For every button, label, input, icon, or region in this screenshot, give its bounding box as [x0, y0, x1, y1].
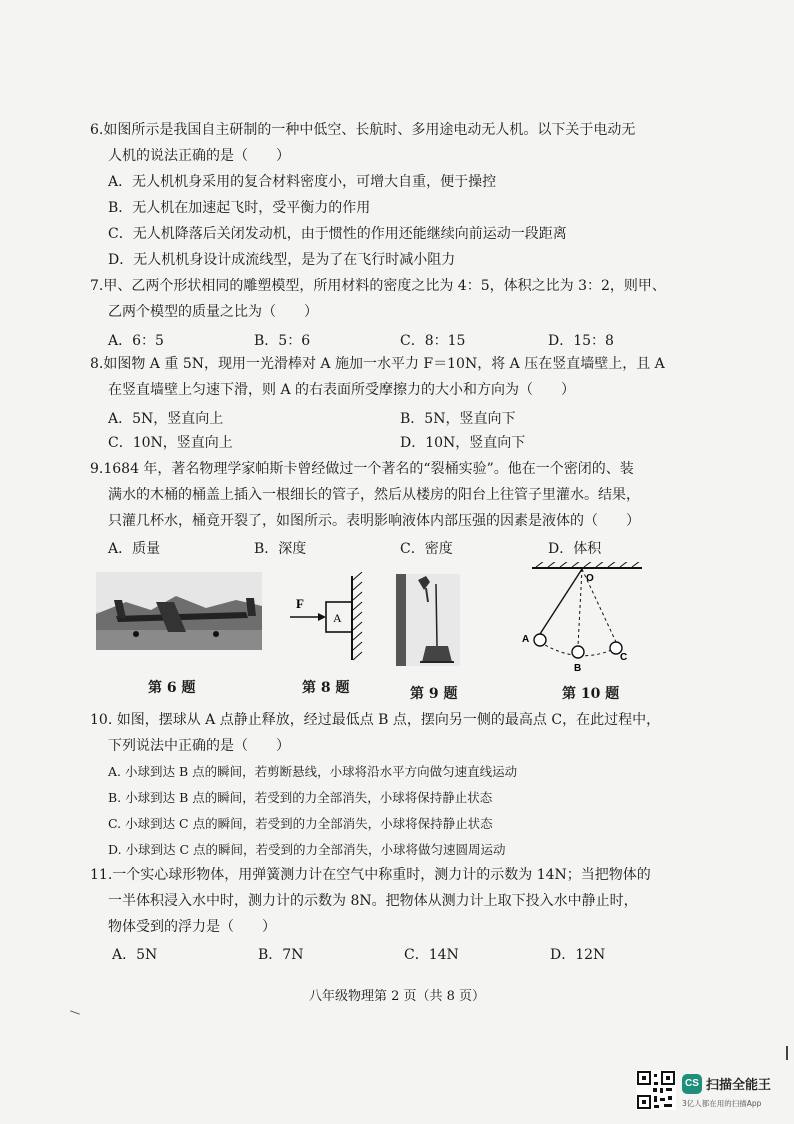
force-diagram [290, 572, 370, 664]
q11-stem-line2: 一半体积浸入水中时，测力计的示数为 8N。把物体从测力计上取下投入水中静止时， [108, 893, 638, 909]
q8-option-d: D．10N，竖直向下 [400, 435, 526, 451]
q7-stem-line2: 乙两个模型的质量之比为（ ） [108, 304, 318, 320]
q7-option-b: B．5：6 [254, 333, 311, 349]
q8-stem-line1: 8.如图物 A 重 5N，现用一光滑棒对 A 施加一水平力 F＝10N，将 A 压在竖直墙壁上，且 A [90, 356, 665, 372]
q10-stem-line1: 10. 如图，摆球从 A 点静止释放，经过最低点 B 点，摆向另一侧的最高点 C，在此过程中， [90, 712, 661, 728]
q9-stem-line2: 满水的木桶的桶盖上插入一根细长的管子，然后从楼房的阳台上往管子里灌水。结果， [108, 487, 640, 503]
scan-mark [786, 1046, 788, 1060]
camscanner-name: 扫描全能王 [706, 1078, 772, 1093]
q9-stem-line3: 只灌几杯水，桶竟开裂了，如图所示。表明影响液体内部压强的因素是液体的（ ） [108, 513, 640, 529]
q9-option-d: D．体积 [548, 541, 602, 557]
q9-stem-line1: 9.1684 年，著名物理学家帕斯卡曾经做过一个著名的“裂桶实验”。他在一个密闭的、装 [90, 461, 634, 477]
camscanner-tagline: 3亿人都在用的扫描App [682, 1099, 762, 1108]
q11-stem-line1: 11.一个实心球形物体，用弹簧测力计在空气中称重时，测力计的示数为 14N；当把物体的 [90, 867, 651, 883]
caption-fig-6: 第 6 题 [148, 680, 196, 696]
q6-option-a: A．无人机机身采用的复合材料密度小，可增大自重，便于操控 [108, 174, 497, 190]
q8-option-c: C．10N，竖直向上 [108, 435, 233, 451]
caption-fig-9: 第 9 题 [410, 686, 458, 702]
q7-option-c: C．8：15 [400, 333, 466, 349]
q10-option-b: B. 小球到达 B 点的瞬间，若受到的力全部消失，小球将保持静止状态 [108, 790, 493, 805]
q11-option-d: D．12N [550, 947, 606, 963]
q9-option-a: A．质量 [108, 541, 161, 557]
q11-option-a: A．5N [112, 947, 158, 963]
q9-option-b: B．深度 [254, 541, 307, 557]
scanner-watermark [636, 1070, 794, 1120]
pendulum-diagram [520, 562, 646, 674]
q8-option-a: A．5N，竖直向上 [108, 411, 224, 427]
point-label-b: B [574, 663, 582, 674]
caption-fig-8: 第 8 题 [302, 680, 350, 696]
q11-option-b: B．7N [258, 947, 304, 963]
q7-stem-line1: 7.甲、乙两个形状相同的雕塑模型，所用材料的密度之比为 4：5，体积之比为 3：2，则甲、 [90, 278, 666, 294]
point-label-a: A [522, 634, 530, 645]
q8-stem-line2: 在竖直墙壁上匀速下滑，则 A 的右表面所受摩擦力的大小和方向为（ ） [108, 382, 576, 398]
scan-mark [70, 1010, 80, 1014]
q7-option-d: D．15：8 [548, 333, 614, 349]
force-label-f: F [296, 596, 304, 611]
q6-option-c: C．无人机降落后关闭发动机，由于惯性的作用还能继续向前运动一段距离 [108, 226, 567, 242]
question-7 [90, 273, 690, 325]
q8-option-b: B．5N，竖直向下 [400, 411, 516, 427]
question-6 [90, 117, 690, 273]
q6-stem-line1: 6.如图所示是我国自主研制的一种中低空、长航时、多用途电动无人机。以下关于电动无 [90, 122, 636, 138]
barrel-illustration [396, 572, 460, 668]
q6-option-d: D．无人机机身设计成流线型，是为了在飞行时减小阻力 [108, 252, 456, 268]
q11-stem-line3: 物体受到的浮力是（ ） [108, 919, 276, 935]
qr-code-icon [636, 1070, 676, 1110]
question-10 [90, 707, 690, 863]
point-label-o: O [586, 573, 594, 584]
point-label-c: C [620, 652, 628, 663]
camscanner-logo-icon: CS [682, 1074, 702, 1094]
question-11 [90, 862, 690, 940]
drone-photo [96, 572, 262, 650]
q10-option-c: C. 小球到达 C 点的瞬间，若受到的力全部消失，小球将保持静止状态 [108, 816, 493, 831]
q11-option-c: C．14N [404, 947, 459, 963]
caption-fig-10: 第 10 题 [562, 686, 620, 702]
q6-stem-line2: 人机的说法正确的是（ ） [108, 148, 290, 164]
q7-option-a: A．6：5 [108, 333, 164, 349]
page-footer: 八年级物理第 2 页（共 8 页） [308, 989, 486, 1004]
q6-option-b: B．无人机在加速起飞时，受平衡力的作用 [108, 200, 371, 216]
question-8 [90, 351, 690, 403]
block-label-a: A [333, 611, 342, 625]
q10-option-a: A. 小球到达 B 点的瞬间，若剪断悬线，小球将沿水平方向做匀速直线运动 [108, 764, 518, 779]
q10-option-d: D. 小球到达 C 点的瞬间，若受到的力全部消失，小球将做匀速圆周运动 [108, 842, 506, 857]
question-9 [90, 456, 690, 534]
q10-stem-line2: 下列说法中正确的是（ ） [108, 738, 290, 754]
q9-option-c: C．密度 [400, 541, 453, 557]
